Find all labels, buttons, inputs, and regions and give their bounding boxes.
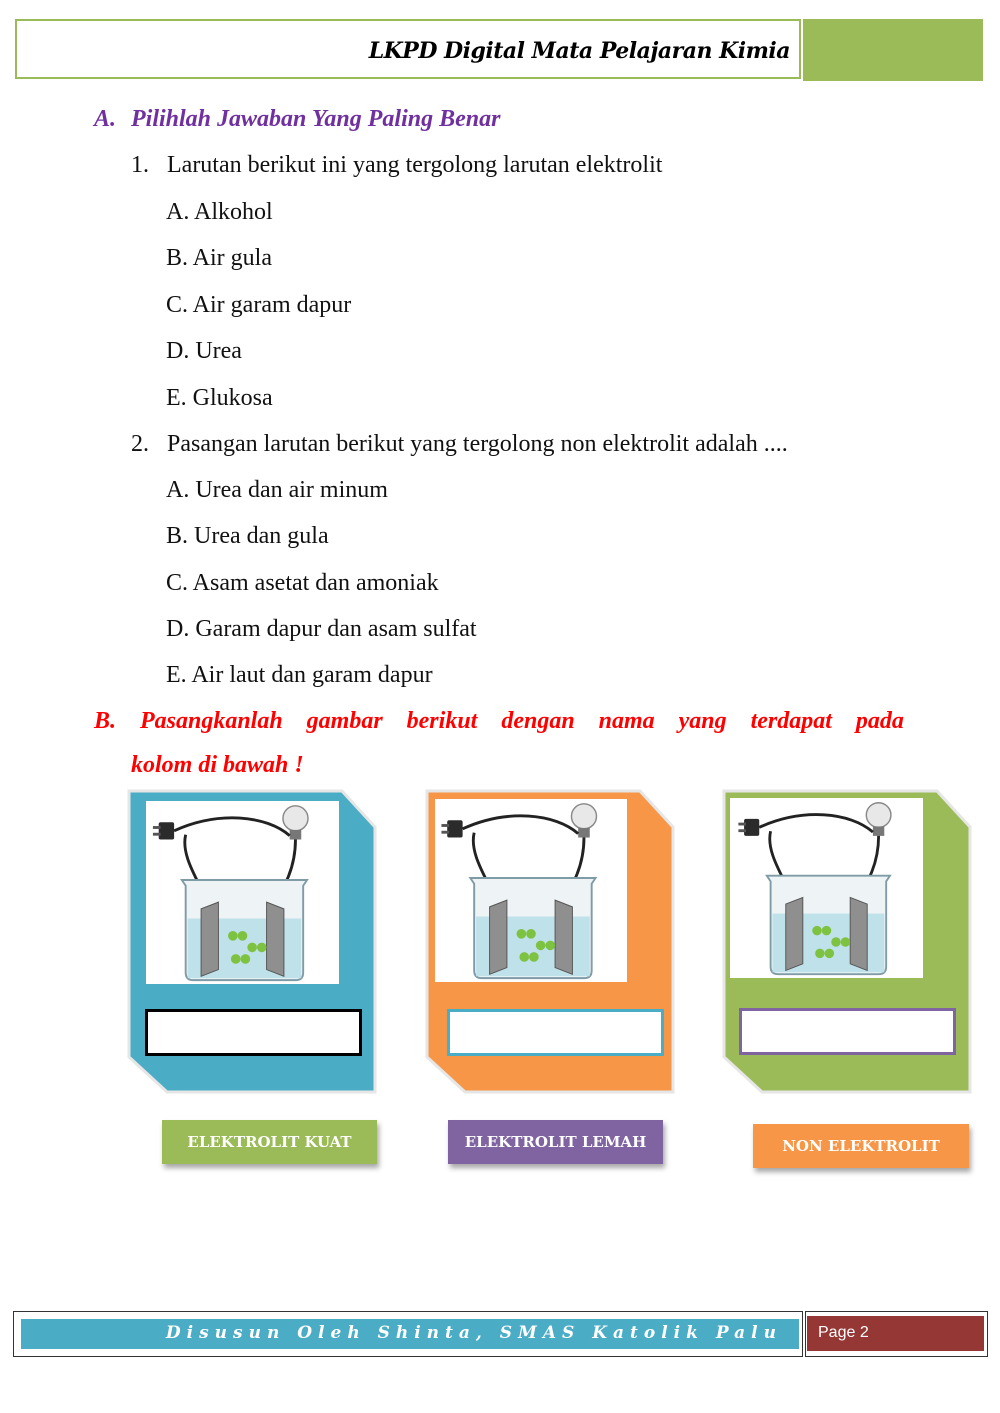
q2-option-b[interactable]: B. Urea dan gula [166, 523, 329, 549]
answer-drop-box-3[interactable] [739, 1008, 956, 1055]
label-elektrolit-kuat[interactable]: ELEKTROLIT KUAT [162, 1120, 377, 1164]
section-a-letter: A. [94, 106, 117, 132]
footer-credit: Disusun Oleh Shinta, SMAS Katolik Palu [165, 1323, 782, 1343]
header-accent [803, 19, 983, 81]
answer-drop-box-2[interactable] [447, 1009, 664, 1056]
q1-option-a[interactable]: A. Alkohol [166, 199, 273, 225]
q1-option-e[interactable]: E. Glukosa [166, 385, 273, 411]
beaker-photo-2 [435, 799, 627, 982]
section-b-word: berikut [406, 708, 478, 734]
image-card-3 [722, 789, 972, 1094]
section-b-word: Pasangkanlah [139, 708, 283, 734]
section-b-word: gambar [306, 708, 383, 734]
question-text: Pasangan larutan berikut yang tergolong non elektrolit adalah .... [167, 431, 788, 457]
question-text: Larutan berikut ini yang tergolong larutan elektrolit [167, 152, 663, 178]
section-b-heading [94, 708, 904, 779]
section-a-title: Pilihlah Jawaban Yang Paling Benar [131, 106, 501, 132]
q1-option-b[interactable]: B. Air gula [166, 245, 272, 271]
label-non-elektrolit[interactable]: NON ELEKTROLIT [753, 1124, 969, 1168]
section-b-word: terdapat [750, 708, 832, 734]
section-b-word: pada [855, 708, 904, 734]
beaker-photo-3 [730, 798, 923, 978]
beaker-photo-1 [146, 801, 339, 984]
section-a-heading [94, 106, 500, 133]
section-b-word: yang [678, 708, 727, 734]
question-2 [131, 431, 788, 458]
beaker-illustration [146, 801, 339, 984]
section-b-word: nama [598, 708, 655, 734]
q1-option-c[interactable]: C. Air garam dapur [166, 292, 352, 318]
question-number: 2. [131, 431, 149, 457]
q1-option-d[interactable]: D. Urea [166, 338, 242, 364]
answer-drop-box-1[interactable] [145, 1009, 362, 1056]
image-card-1 [127, 789, 377, 1094]
beaker-illustration [435, 799, 627, 982]
q2-option-d[interactable]: D. Garam dapur dan asam sulfat [166, 616, 477, 642]
q2-option-c[interactable]: C. Asam asetat dan amoniak [166, 570, 439, 596]
section-b-line-2: kolom di bawah ! [131, 752, 304, 778]
q2-option-a[interactable]: A. Urea dan air minum [166, 477, 388, 503]
section-b-line-1 [94, 708, 904, 735]
section-b-letter: B. [94, 708, 117, 734]
q2-option-e[interactable]: E. Air laut dan garam dapur [166, 662, 433, 688]
question-number: 1. [131, 152, 149, 178]
section-b-word: dengan [501, 708, 575, 734]
question-1 [131, 152, 662, 179]
page-number: Page 2 [818, 1324, 869, 1341]
image-card-2 [425, 789, 675, 1094]
label-elektrolit-lemah[interactable]: ELEKTROLIT LEMAH [448, 1120, 663, 1164]
page-title: LKPD Digital Mata Pelajaran Kimia [368, 38, 790, 64]
beaker-illustration [730, 798, 923, 978]
